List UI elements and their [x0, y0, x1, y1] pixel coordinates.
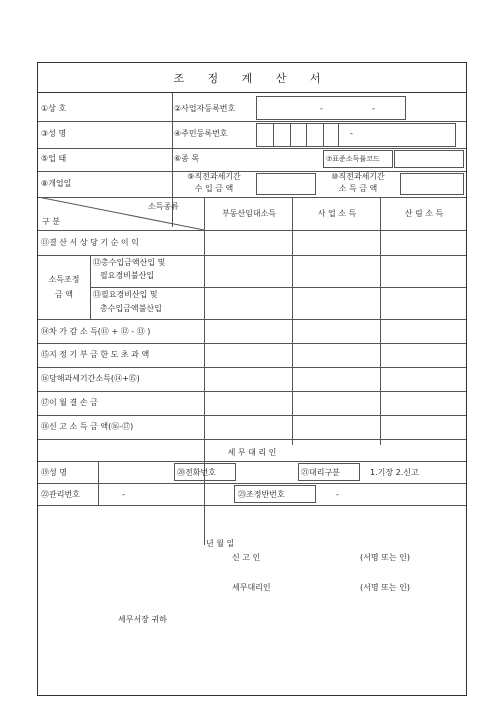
label-business-reg-no: ②사업자등록번호 [174, 104, 236, 113]
adj-label-1: 소득조정 [48, 275, 80, 284]
agent-type-value[interactable]: 1.기장 2.신고 [370, 468, 419, 477]
resident-no-field[interactable] [256, 123, 456, 147]
tax-agent-title: 세 무 대 리 인 [227, 448, 277, 457]
resident-no-dash: - [350, 129, 353, 138]
date-line: 년 월 일 [206, 539, 235, 548]
row-13-line2: 총수입금액불산입 [100, 304, 162, 313]
row-12-line1: ⑫총수입금액산입 및 [93, 258, 166, 267]
header-real-estate: 부동산임대소득 [221, 209, 277, 218]
business-reg-no-field[interactable] [256, 96, 406, 120]
header-diagonal [38, 197, 204, 230]
adjustment-statement-form [37, 62, 467, 696]
header-division: 구 분 [42, 217, 60, 226]
row-reported-income: ⑱신 고 소 득 금 액(⑯-⑰) [41, 422, 134, 431]
label-opening-date: ⑧개업일 [41, 179, 72, 188]
row-carried-loss: ⑰이 월 결 손 금 [41, 398, 98, 407]
label-business-type: ⑤업 태 [41, 154, 67, 163]
adj-label-2: 금 액 [55, 290, 73, 299]
prior-income-field[interactable] [400, 173, 464, 195]
filer-signature[interactable]: (서명 또는 인) [360, 553, 410, 562]
addressee: 세무서장 귀하 [118, 615, 167, 624]
agent-signature[interactable]: (서명 또는 인) [360, 583, 410, 592]
adjust-team-no-dash: - [336, 490, 339, 499]
standard-income-code-field[interactable] [394, 150, 464, 168]
header-forestry: 산 림 소 득 [404, 209, 444, 218]
reg-no-dash-2: - [372, 104, 375, 113]
label-standard-income-code: ⑦표준소득률코드 [326, 155, 380, 163]
label-management-no: ㉒관리번호 [41, 490, 80, 499]
reg-no-dash-1: - [320, 104, 323, 113]
label-adjust-team-no: ㉓조정반번호 [238, 490, 285, 499]
form-title: 조 정 계 산 서 [38, 63, 466, 93]
label-agent-name: ⑲성 명 [41, 468, 67, 477]
label-resident-no: ④주민등록번호 [174, 129, 228, 138]
label-filer: 신 고 인 [232, 553, 261, 562]
row-adjusted-income: ⑭차 가 감 소 득(⑪ + ⑫ - ⑬ ) [41, 327, 151, 336]
row-period-income: ⑯당해과세기간소득(⑭+⑮) [41, 374, 140, 383]
label-prior-income-1: ⑩직전과세기간 [331, 172, 385, 181]
label-trade-name: ①상 호 [41, 104, 67, 113]
row-13-line1: ⑬필요경비산입 및 [93, 290, 158, 299]
label-prior-revenue-2: 수 입 금 액 [194, 184, 234, 193]
label-name: ③성 명 [41, 129, 67, 138]
management-no-dash: - [122, 490, 125, 499]
label-agent-type: ㉑대리구분 [301, 468, 340, 477]
row-donation-excess: ⑮지 정 기 부 금 한 도 초 과 액 [41, 350, 150, 359]
label-tax-agent: 세무대리인 [232, 583, 271, 592]
label-agent-phone: ⑳전화번호 [177, 468, 216, 477]
label-business-item: ⑥종 목 [174, 154, 200, 163]
prior-revenue-field[interactable] [256, 173, 316, 195]
header-business: 사 업 소 득 [317, 209, 357, 218]
row-12-line2: 필요경비불산입 [100, 271, 155, 280]
label-prior-revenue-1: ⑨직전과세기간 [187, 172, 241, 181]
header-income-kind: 소득종류 [148, 202, 179, 211]
row-net-income: ⑪결 산 서 상 당 기 순 이 익 [41, 238, 139, 247]
label-prior-income-2: 소 득 금 액 [338, 184, 378, 193]
